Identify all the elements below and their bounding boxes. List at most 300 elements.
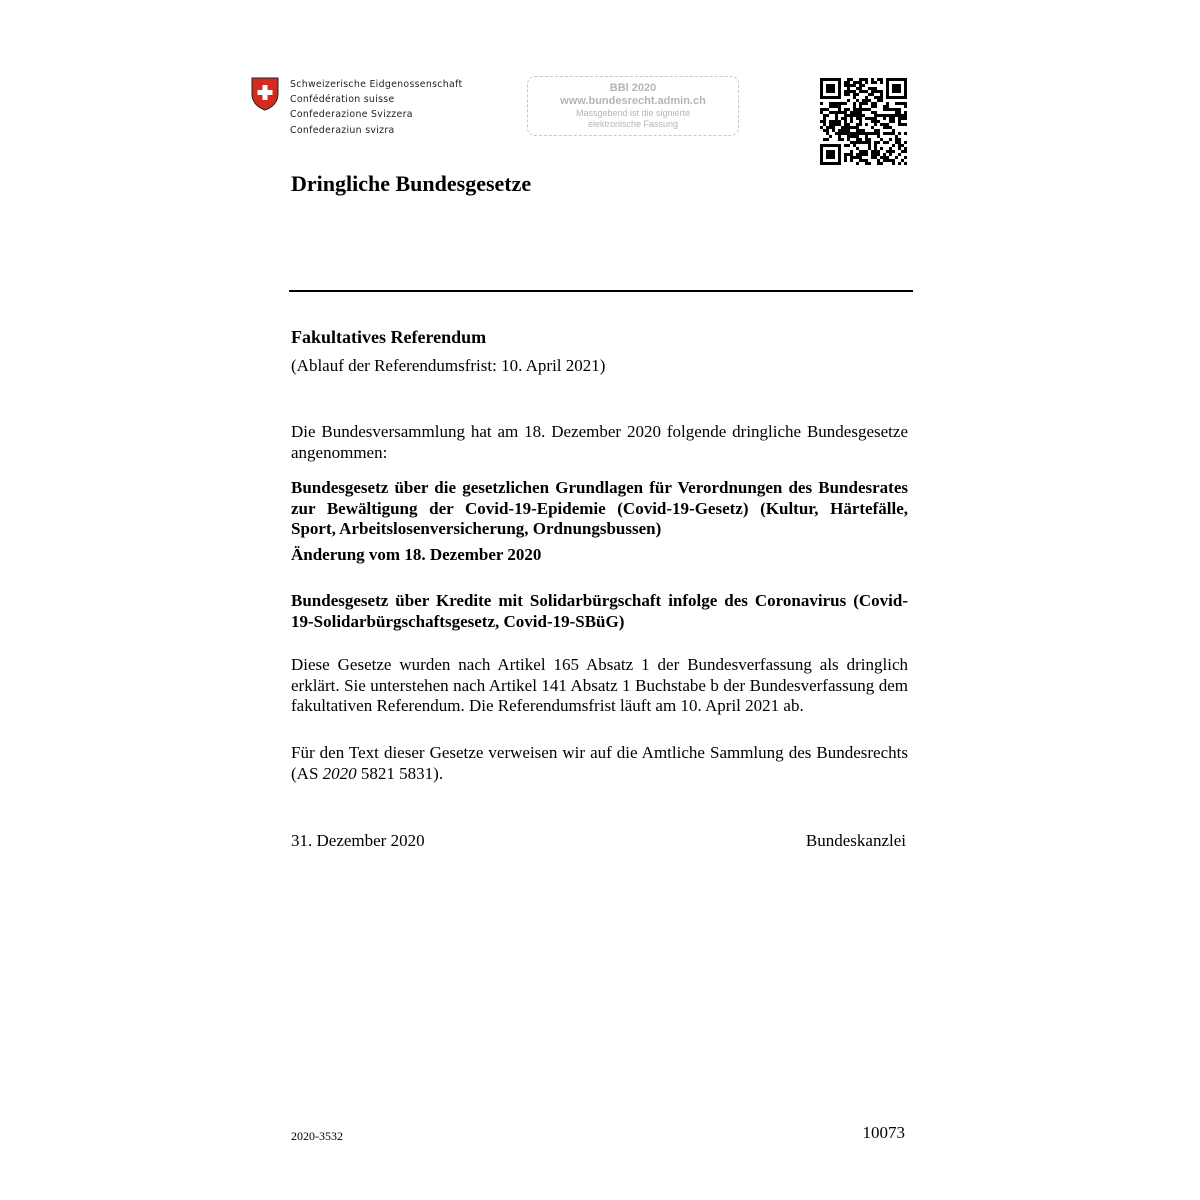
qr-module — [874, 150, 877, 153]
qr-module — [835, 132, 838, 135]
qr-module — [874, 111, 877, 114]
qr-module — [838, 132, 841, 135]
qr-module — [868, 93, 871, 96]
qr-module — [886, 159, 889, 162]
qr-module — [832, 153, 835, 156]
qr-module — [877, 114, 880, 117]
qr-module — [889, 108, 892, 111]
qr-module — [853, 114, 856, 117]
qr-module — [844, 129, 847, 132]
qr-module — [826, 129, 829, 132]
qr-module — [826, 84, 829, 87]
qr-module — [871, 90, 874, 93]
qr-module — [877, 120, 880, 123]
qr-module — [889, 78, 892, 81]
qr-module — [850, 120, 853, 123]
qr-module — [862, 159, 865, 162]
qr-module — [832, 144, 835, 147]
qr-module — [865, 150, 868, 153]
qr-module — [820, 153, 823, 156]
qr-module — [865, 132, 868, 135]
qr-module — [820, 147, 823, 150]
qr-module — [850, 141, 853, 144]
qr-module — [898, 114, 901, 117]
confed-name-fr: Confédération suisse — [290, 94, 395, 106]
qr-module — [832, 84, 835, 87]
qr-module — [823, 138, 826, 141]
qr-module — [838, 108, 841, 111]
qr-module — [829, 78, 832, 81]
qr-module — [859, 78, 862, 81]
qr-module — [850, 117, 853, 120]
qr-module — [886, 84, 889, 87]
qr-module — [859, 102, 862, 105]
qr-module — [883, 159, 886, 162]
qr-module — [853, 108, 856, 111]
qr-module — [859, 138, 862, 141]
qr-module — [820, 162, 823, 165]
qr-module — [904, 162, 907, 165]
qr-module — [898, 144, 901, 147]
qr-module — [832, 126, 835, 129]
qr-module — [859, 117, 862, 120]
qr-module — [889, 126, 892, 129]
qr-module — [856, 126, 859, 129]
qr-module — [829, 162, 832, 165]
qr-module — [853, 132, 856, 135]
qr-module — [859, 90, 862, 93]
qr-module — [895, 138, 898, 141]
qr-module — [892, 78, 895, 81]
qr-module — [847, 132, 850, 135]
qr-module — [829, 123, 832, 126]
qr-module — [856, 153, 859, 156]
qr-module — [859, 111, 862, 114]
qr-module — [871, 150, 874, 153]
qr-module — [901, 96, 904, 99]
qr-module — [865, 123, 868, 126]
qr-module — [829, 126, 832, 129]
qr-module — [892, 132, 895, 135]
qr-module — [862, 84, 865, 87]
qr-module — [871, 153, 874, 156]
qr-module — [874, 105, 877, 108]
qr-module — [856, 132, 859, 135]
qr-module — [820, 90, 823, 93]
qr-module — [895, 90, 898, 93]
qr-module — [859, 123, 862, 126]
qr-module — [877, 90, 880, 93]
qr-module — [847, 126, 850, 129]
qr-module — [862, 153, 865, 156]
qr-module — [895, 96, 898, 99]
qr-module — [829, 144, 832, 147]
qr-module — [871, 120, 874, 123]
body-paragraph-2 — [291, 743, 908, 784]
confederation-names — [290, 77, 462, 138]
qr-module — [877, 153, 880, 156]
qr-module — [889, 96, 892, 99]
qr-module — [892, 129, 895, 132]
qr-module — [856, 117, 859, 120]
qr-module — [904, 156, 907, 159]
qr-module — [838, 111, 841, 114]
qr-module — [823, 120, 826, 123]
qr-module — [898, 96, 901, 99]
qr-module — [895, 141, 898, 144]
qr-module — [823, 129, 826, 132]
qr-module — [880, 162, 883, 165]
qr-module — [898, 132, 901, 135]
qr-module — [841, 111, 844, 114]
qr-module — [898, 108, 901, 111]
issuing-authority: Bundeskanzlei — [805, 831, 906, 850]
qr-module — [886, 78, 889, 81]
qr-module — [859, 108, 862, 111]
qr-module — [832, 87, 835, 90]
qr-module — [820, 144, 823, 147]
qr-module — [874, 129, 877, 132]
qr-module — [856, 135, 859, 138]
qr-module — [868, 99, 871, 102]
qr-module — [865, 159, 868, 162]
qr-module — [862, 102, 865, 105]
qr-module — [892, 90, 895, 93]
qr-module — [892, 120, 895, 123]
qr-module — [880, 78, 883, 81]
qr-module — [844, 90, 847, 93]
qr-module — [820, 111, 823, 114]
body2-prefix: Für den Text dieser Gesetze verweisen wir auf die Amtliche Sammlung des Bundesrechts (AS — [291, 743, 908, 783]
qr-module — [850, 135, 853, 138]
qr-module — [886, 90, 889, 93]
qr-module — [886, 114, 889, 117]
qr-module — [826, 132, 829, 135]
qr-module — [874, 147, 877, 150]
qr-module — [874, 153, 877, 156]
qr-module — [877, 159, 880, 162]
qr-module — [835, 102, 838, 105]
qr-module — [859, 87, 862, 90]
qr-module — [850, 126, 853, 129]
qr-module — [838, 87, 841, 90]
qr-module — [874, 90, 877, 93]
qr-module — [886, 87, 889, 90]
qr-module — [904, 132, 907, 135]
qr-module — [865, 153, 868, 156]
qr-module — [862, 141, 865, 144]
qr-module — [835, 105, 838, 108]
qr-module — [874, 87, 877, 90]
qr-module — [838, 162, 841, 165]
qr-module — [901, 159, 904, 162]
qr-module — [856, 99, 859, 102]
qr-module — [889, 114, 892, 117]
qr-module — [838, 135, 841, 138]
qr-module — [826, 90, 829, 93]
qr-module — [904, 96, 907, 99]
qr-module — [892, 84, 895, 87]
qr-module — [862, 132, 865, 135]
qr-module — [883, 132, 886, 135]
qr-module — [880, 123, 883, 126]
qr-module — [868, 138, 871, 141]
qr-module — [835, 96, 838, 99]
qr-module — [892, 159, 895, 162]
qr-module — [904, 111, 907, 114]
qr-module — [844, 84, 847, 87]
qr-module — [820, 102, 823, 105]
qr-module — [841, 126, 844, 129]
qr-module — [826, 126, 829, 129]
qr-module — [853, 81, 856, 84]
qr-module — [823, 162, 826, 165]
qr-module — [826, 114, 829, 117]
qr-module — [856, 141, 859, 144]
qr-module — [898, 123, 901, 126]
qr-module — [820, 78, 823, 81]
qr-module — [865, 162, 868, 165]
document-id: 2020-3532 — [291, 1129, 343, 1143]
qr-module — [838, 150, 841, 153]
qr-module — [832, 111, 835, 114]
qr-module — [859, 141, 862, 144]
qr-module — [889, 138, 892, 141]
qr-module — [826, 138, 829, 141]
qr-module — [859, 153, 862, 156]
qr-module — [823, 78, 826, 81]
qr-module — [895, 111, 898, 114]
confed-name-rm: Confederaziun svizra — [290, 124, 395, 136]
qr-module — [862, 129, 865, 132]
qr-module — [850, 111, 853, 114]
bbl-stamp — [527, 76, 739, 136]
qr-module — [865, 135, 868, 138]
section-subtitle: (Ablauf der Referendumsfrist: 10. April 2021) — [291, 356, 606, 375]
qr-module — [844, 132, 847, 135]
qr-module — [838, 84, 841, 87]
qr-module — [859, 159, 862, 162]
qr-module — [862, 150, 865, 153]
qr-module — [829, 90, 832, 93]
qr-module — [856, 138, 859, 141]
qr-module — [868, 117, 871, 120]
qr-module — [868, 108, 871, 111]
qr-module — [874, 132, 877, 135]
qr-module — [904, 123, 907, 126]
qr-module — [874, 123, 877, 126]
qr-module — [850, 78, 853, 81]
qr-module — [847, 123, 850, 126]
qr-module — [826, 156, 829, 159]
qr-module — [847, 114, 850, 117]
qr-module — [829, 111, 832, 114]
qr-module — [826, 108, 829, 111]
qr-module — [820, 87, 823, 90]
qr-module — [901, 123, 904, 126]
qr-module — [835, 78, 838, 81]
qr-module — [832, 162, 835, 165]
qr-module — [838, 105, 841, 108]
qr-module — [901, 102, 904, 105]
qr-module — [874, 156, 877, 159]
qr-module — [901, 117, 904, 120]
qr-module — [820, 108, 823, 111]
qr-module — [853, 144, 856, 147]
qr-module — [856, 81, 859, 84]
qr-module — [877, 99, 880, 102]
qr-module — [823, 144, 826, 147]
qr-module — [898, 78, 901, 81]
qr-module — [838, 120, 841, 123]
qr-module — [856, 147, 859, 150]
swiss-shield-icon — [251, 77, 279, 111]
section-title: Fakultatives Referendum — [291, 327, 487, 347]
qr-module — [886, 156, 889, 159]
qr-module — [880, 114, 883, 117]
qr-module — [892, 114, 895, 117]
document-title: Dringliche Bundesgesetze — [291, 171, 532, 196]
qr-module — [871, 102, 874, 105]
qr-module — [853, 111, 856, 114]
qr-module — [898, 117, 901, 120]
qr-module — [865, 117, 868, 120]
qr-module — [883, 114, 886, 117]
qr-module — [823, 108, 826, 111]
qr-module — [889, 159, 892, 162]
qr-module — [820, 93, 823, 96]
qr-module — [880, 90, 883, 93]
qr-module — [853, 96, 856, 99]
qr-module — [847, 84, 850, 87]
title-divider — [289, 290, 913, 292]
qr-module — [847, 135, 850, 138]
qr-module — [820, 81, 823, 84]
qr-module — [886, 123, 889, 126]
body2-suffix: 5821 5831). — [356, 763, 444, 783]
qr-module — [886, 102, 889, 105]
qr-module — [838, 159, 841, 162]
qr-module — [823, 96, 826, 99]
qr-module — [829, 150, 832, 153]
qr-module — [832, 123, 835, 126]
confed-name-it: Confederazione Svizzera — [290, 109, 413, 121]
qr-module — [871, 132, 874, 135]
qr-module — [850, 156, 853, 159]
qr-module — [859, 156, 862, 159]
qr-module — [898, 153, 901, 156]
qr-module — [844, 93, 847, 96]
qr-module — [865, 102, 868, 105]
qr-module — [868, 87, 871, 90]
qr-module — [850, 159, 853, 162]
qr-module — [871, 93, 874, 96]
qr-module — [883, 108, 886, 111]
qr-module — [886, 132, 889, 135]
qr-module — [892, 96, 895, 99]
qr-module — [871, 117, 874, 120]
qr-module — [832, 129, 835, 132]
qr-module — [853, 102, 856, 105]
qr-module — [859, 132, 862, 135]
qr-module — [877, 129, 880, 132]
qr-module — [883, 123, 886, 126]
qr-module — [883, 153, 886, 156]
qr-module — [853, 84, 856, 87]
qr-module — [892, 117, 895, 120]
qr-module — [859, 150, 862, 153]
qr-module — [865, 90, 868, 93]
qr-module — [826, 144, 829, 147]
qr-module — [871, 78, 874, 81]
qr-module — [823, 114, 826, 117]
issue-date: 31. Dezember 2020 — [291, 831, 425, 850]
qr-module — [847, 144, 850, 147]
qr-module — [829, 96, 832, 99]
qr-module — [904, 102, 907, 105]
qr-module — [841, 132, 844, 135]
qr-module — [886, 141, 889, 144]
qr-module — [892, 108, 895, 111]
qr-module — [877, 162, 880, 165]
qr-module — [871, 111, 874, 114]
qr-module — [820, 156, 823, 159]
qr-module — [877, 150, 880, 153]
qr-module — [826, 78, 829, 81]
qr-module — [871, 156, 874, 159]
qr-module — [871, 81, 874, 84]
qr-module — [853, 90, 856, 93]
qr-module — [865, 96, 868, 99]
qr-module — [844, 108, 847, 111]
qr-module — [892, 144, 895, 147]
body2-year: 2020 — [322, 763, 357, 783]
qr-module — [832, 102, 835, 105]
qr-module — [853, 105, 856, 108]
qr-module — [874, 120, 877, 123]
qr-module — [880, 147, 883, 150]
qr-module — [838, 96, 841, 99]
qr-module — [838, 129, 841, 132]
qr-module — [838, 156, 841, 159]
intro-paragraph: Die Bundesversammlung hat am 18. Dezember 2020 folgende dringliche Bundesgesetze angenommen: — [291, 422, 908, 462]
qr-module — [868, 144, 871, 147]
qr-module — [895, 114, 898, 117]
qr-module — [883, 126, 886, 129]
stamp-note-line2: elektronische Fassung — [587, 119, 679, 129]
qr-module — [829, 153, 832, 156]
qr-module — [847, 90, 850, 93]
qr-module — [892, 162, 895, 165]
qr-module — [820, 159, 823, 162]
qr-module — [844, 156, 847, 159]
qr-module — [862, 90, 865, 93]
qr-module — [847, 78, 850, 81]
qr-module — [871, 105, 874, 108]
qr-module — [859, 81, 862, 84]
qr-module — [853, 141, 856, 144]
qr-module — [880, 156, 883, 159]
qr-module — [895, 108, 898, 111]
qr-module — [865, 108, 868, 111]
qr-module — [832, 105, 835, 108]
qr-module — [838, 138, 841, 141]
qr-module — [898, 84, 901, 87]
qr-module — [835, 120, 838, 123]
qr-module — [889, 153, 892, 156]
qr-module — [892, 150, 895, 153]
qr-module — [862, 78, 865, 81]
